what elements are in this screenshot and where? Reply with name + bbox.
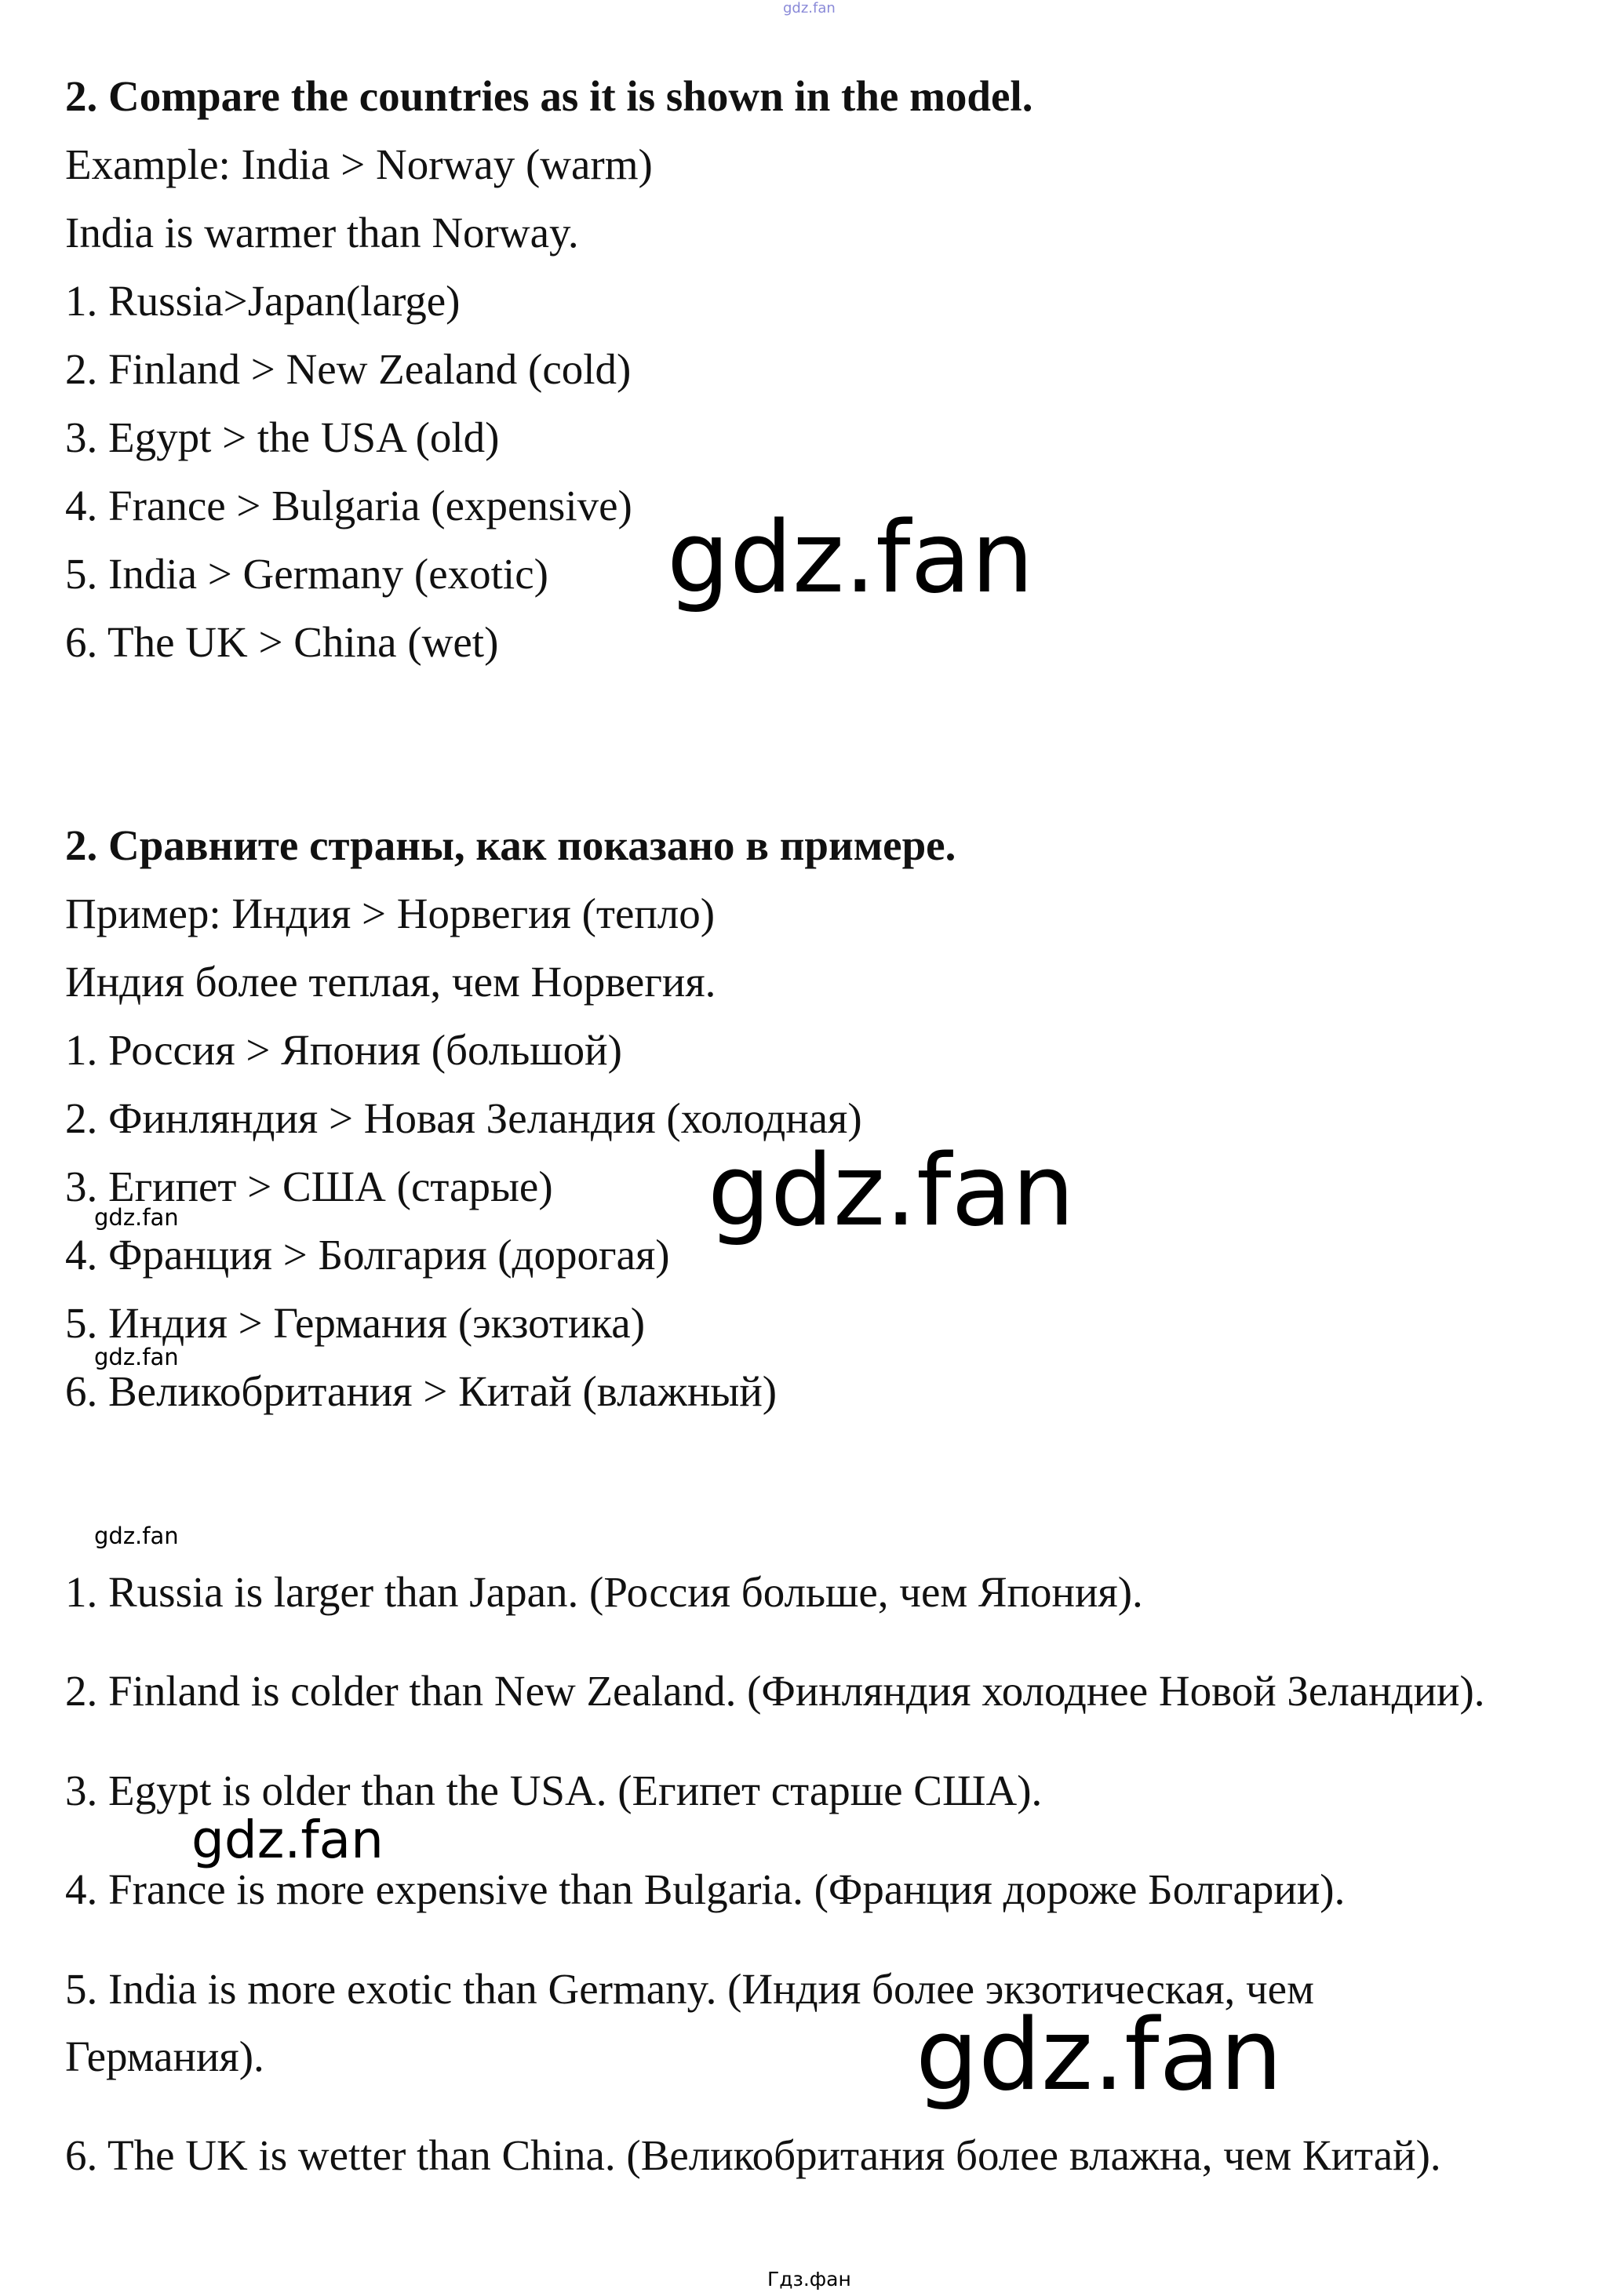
russian-example-answer: Индия более теплая, чем Норвегия. — [65, 958, 716, 1006]
large-watermark: gdz.fan — [667, 500, 1034, 615]
english-example-answer: India is warmer than Norway. — [65, 209, 579, 257]
russian-item: 4. Франция > Болгария (дорогая) — [65, 1231, 670, 1279]
footer-watermark: Гдз.фан — [767, 2268, 851, 2291]
answer-line: 2. Finland is colder than New Zealand. (Финляндия холоднее Новой Зеландии). — [65, 1667, 1485, 1715]
english-item: 4. France > Bulgaria (expensive) — [65, 482, 632, 529]
english-example: Example: India > Norway (warm) — [65, 140, 653, 188]
english-item: 5. India > Germany (exotic) — [65, 550, 548, 598]
medium-watermark: gdz.fan — [191, 1810, 384, 1870]
english-item: 2. Finland > New Zealand (cold) — [65, 345, 632, 393]
russian-item: 3. Египет > США (старые) — [65, 1163, 553, 1210]
answer-line: 1. Russia is larger than Japan. (Россия больше, чем Япония). — [65, 1568, 1143, 1616]
answer-line: 3. Egypt is older than the USA. (Египет старше США). — [65, 1767, 1043, 1814]
small-watermark: gdz.fan — [94, 1344, 179, 1370]
small-watermark: gdz.fan — [94, 1204, 179, 1231]
russian-item: 1. Россия > Япония (большой) — [65, 1026, 622, 1074]
answer-line: 5. India is more exotic than Germany. (Индия более экзотическая, чем — [65, 1965, 1314, 2013]
russian-item: 6. Великобритания > Китай (влажный) — [65, 1367, 778, 1415]
top-watermark: gdz.fan — [783, 0, 836, 16]
answer-line: Германия). — [65, 2032, 264, 2080]
answer-line: 4. France is more expensive than Bulgaria. (Франция дороже Болгарии). — [65, 1865, 1346, 1913]
english-task-title: 2. Compare the countries as it is shown in the model. — [65, 72, 1033, 120]
large-watermark: gdz.fan — [708, 1133, 1075, 1248]
russian-example: Пример: Индия > Норвегия (тепло) — [65, 890, 716, 937]
english-item: 3. Egypt > the USA (old) — [65, 413, 500, 461]
answer-line: 6. The UK is wetter than China. (Великобритания более влажна, чем Китай). — [65, 2131, 1441, 2179]
russian-task-title: 2. Сравните страны, как показано в примере. — [65, 821, 956, 869]
english-item: 1. Russia>Japan(large) — [65, 277, 461, 325]
russian-item: 2. Финляндия > Новая Зеландия (холодная) — [65, 1094, 862, 1142]
english-item: 6. The UK > China (wet) — [65, 618, 499, 666]
russian-item: 5. Индия > Германия (экзотика) — [65, 1299, 646, 1347]
small-watermark: gdz.fan — [94, 1523, 179, 1549]
large-watermark: gdz.fan — [916, 1997, 1283, 2112]
